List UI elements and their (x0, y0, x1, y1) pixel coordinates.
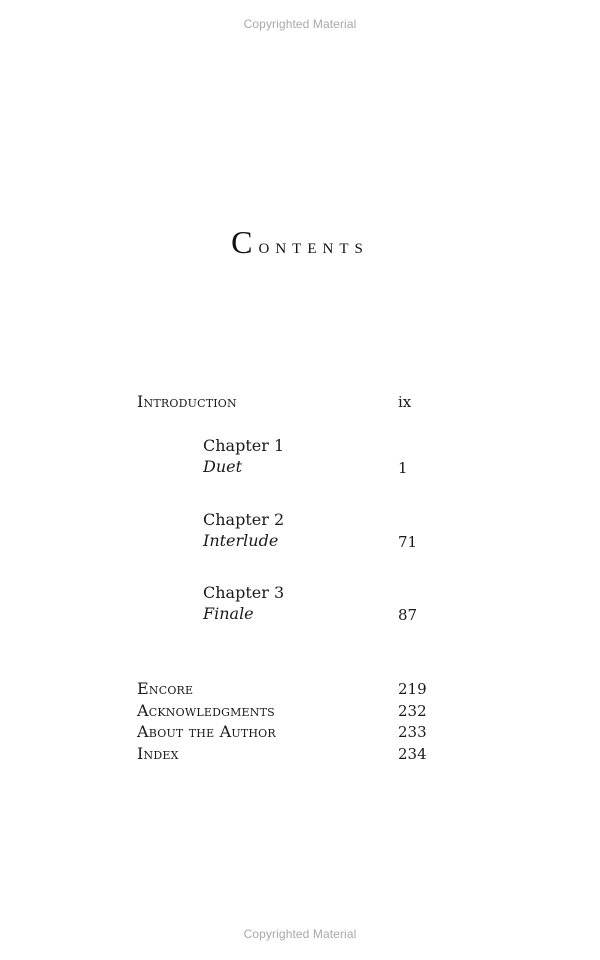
chapter-number: Chapter 3 (203, 583, 285, 602)
watermark-top: Copyrighted Material (243, 17, 357, 31)
chapter-title: Finale (203, 604, 254, 623)
toc-entry-label: Acknowledgments (137, 701, 275, 720)
chapter-page: 87 (398, 606, 418, 624)
toc-entry-page: 233 (398, 723, 427, 741)
toc-entry-label: Encore (137, 679, 194, 698)
toc-entry-page: ix (398, 393, 412, 411)
chapter-page: 71 (398, 533, 418, 551)
chapter-number: Chapter 2 (203, 510, 285, 529)
chapter-title: Interlude (203, 531, 279, 550)
chapter-title: Duet (203, 457, 243, 476)
toc-entry-page: 234 (398, 745, 427, 763)
toc-entry-page: 219 (398, 680, 427, 698)
page-title: Contents (231, 224, 369, 260)
toc-entry-page: 232 (398, 702, 427, 720)
toc-entry-label: Introduction (137, 392, 237, 411)
toc-entry-label: Index (137, 744, 179, 763)
watermark-bottom: Copyrighted Material (243, 927, 357, 941)
chapter-number: Chapter 1 (203, 436, 285, 455)
toc-entry-label: About the Author (137, 722, 276, 741)
chapter-page: 1 (398, 459, 408, 477)
